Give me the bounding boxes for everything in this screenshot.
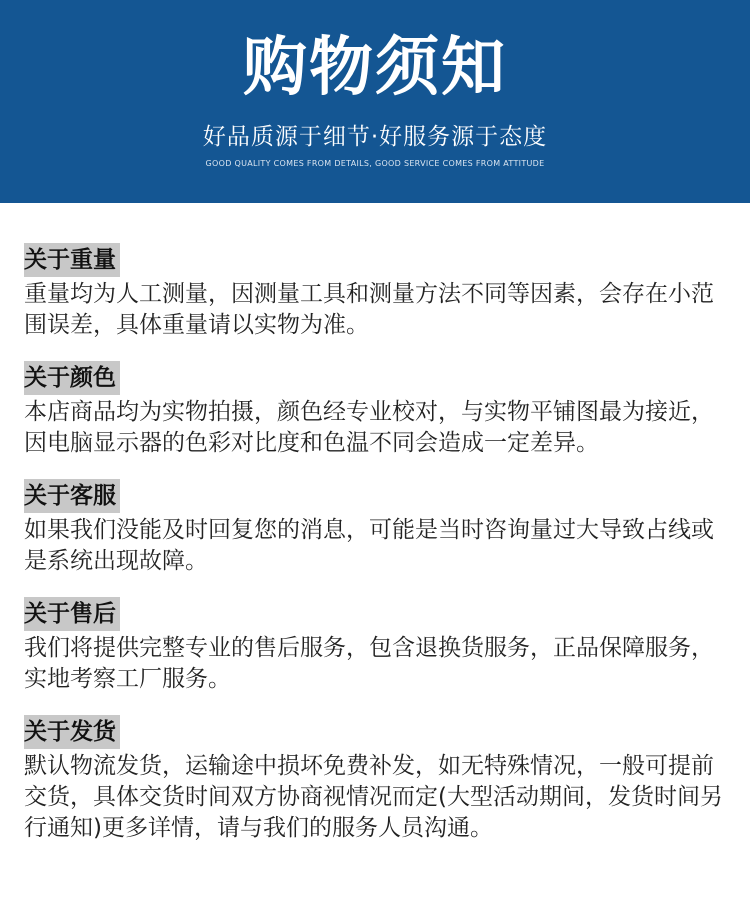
page-title: 购物须知: [243, 31, 507, 105]
section-customer-service: [24, 479, 726, 577]
section-shipping: [24, 715, 726, 844]
section-body: 如果我们没能及时回复您的消息，可能是当时咨询量过大导致占线或是系统出现故障。: [24, 517, 714, 574]
section-heading: 关于颜色: [24, 361, 120, 395]
page-subtitle-english: GOOD QUALITY COMES FROM DETAILS, GOOD SERVICE COMES FROM ATTITUDE: [205, 159, 545, 168]
section-color: [24, 361, 726, 459]
section-body: 默认物流发货，运输途中损坏免费补发，如无特殊情况，一般可提前交货，具体交货时间双方协商视情况而定(大型活动期间，发货时间另行通知)更多详情，请与我们的服务人员沟通。: [24, 753, 723, 841]
section-weight: [24, 243, 726, 341]
section-heading: 关于售后: [24, 597, 120, 631]
section-heading: 关于客服: [24, 479, 120, 513]
section-body: 本店商品均为实物拍摄，颜色经专业校对，与实物平铺图最为接近，因电脑显示器的色彩对比度和色温不同会造成一定差异。: [24, 399, 714, 456]
header-banner: [0, 0, 750, 203]
section-heading: 关于重量: [24, 243, 120, 277]
section-after-sales: [24, 597, 726, 695]
section-body: 重量均为人工测量，因测量工具和测量方法不同等因素，会存在小范围误差，具体重量请以实物为准。: [24, 281, 714, 338]
page-subtitle: 好品质源于细节·好服务源于态度: [202, 124, 548, 150]
section-body: 我们将提供完整专业的售后服务，包含退换货服务，正品保障服务，实地考察工厂服务。: [24, 635, 714, 692]
section-heading: 关于发货: [24, 715, 120, 749]
notice-content: [0, 203, 750, 844]
